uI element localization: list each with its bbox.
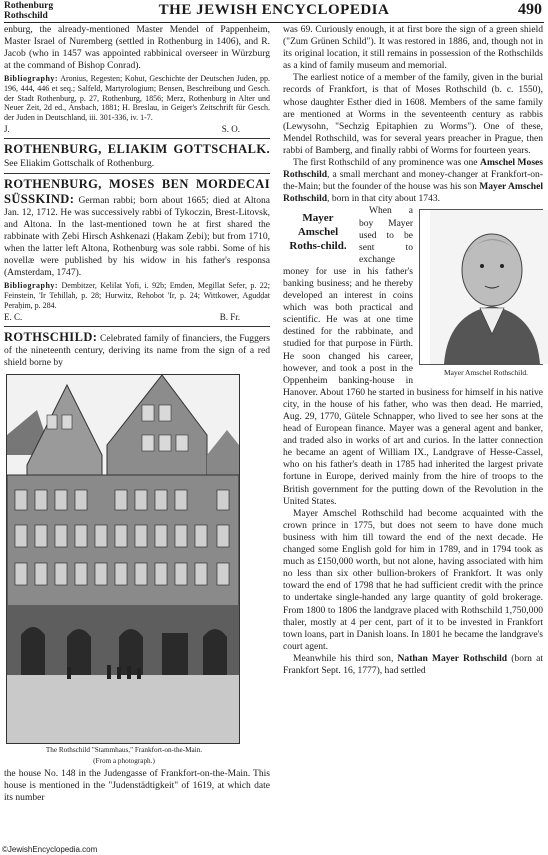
entry-headword: ROTHSCHILD: xyxy=(4,330,98,345)
paragraph: the house No. 148 in the Judengasse of Frankfort-on-the-Main. This house is mentioned in the "Judenstädtigkeit" of 1619, at which date its number xyxy=(4,767,270,803)
side-heading: Mayer Amschel Roths-child. xyxy=(289,212,347,253)
right-column xyxy=(283,24,543,677)
author-initials xyxy=(4,123,270,135)
page-number: 490 xyxy=(518,1,542,18)
name-nathan-mayer: Nathan Mayer Rothschild xyxy=(397,652,508,664)
bibliography xyxy=(4,281,270,310)
entry-text: Celebrated family of financiers, the Fuggers of the nineteenth century, deriving its name from the sign of a red shield borne by xyxy=(4,333,270,369)
text-run: The first Rothschild of any prominence was one xyxy=(293,157,481,169)
bibliography-text: Aronius, Regesten; Kohut, Geschichte der Deutschen Juden, pp. 196, 444, 446 et seq.; Salfeld, Martyrologium; Bensen, Beschreibung und Gesch. der Stadt Rothenburg, p. 27, Rothenburg, 1856; Merz, Rothenburg in Alter und Neuer Zeit, 2d ed., Ansbach, 1881; H. Breslau, in Geiger's Zeitschrift für Gesch. der Juden in Deutschland, iii. 301-336, iv. 1-7. xyxy=(4,74,270,122)
text-run: Meanwhile his third son, xyxy=(293,652,398,664)
left-column xyxy=(4,24,270,804)
entry-moses xyxy=(4,177,270,280)
paragraph: was 69. Curiously enough, it at first bore the sign of a green shield ("Zum Grünen Schild"). It was restored in 1886, and, though not in its original location, it still remains in possession of the Rothschilds as a kind of family museum and memorial. xyxy=(283,24,543,72)
portrait-caption: Mayer Amschel Rothschild. xyxy=(444,368,528,378)
entry-rothschild xyxy=(4,330,270,369)
entry-eliakim xyxy=(4,142,270,169)
portrait-figure xyxy=(419,209,543,379)
initials-right: S. O. xyxy=(221,124,240,135)
entry-text: German rabbi; born about 1665; died at Altona Jan. 12, 1712. He was successively rabbi of Tykoczin, Brest-Litovsk, and Altona. In the last-mentioned town he at first shared the rabbinate with Ẓebi Hirsch Ashkenazi (Ḥakam Ẓebi); but from 1710, when the latter left Altona, Rothenburg was sole rabbi. Some of his novellæ were published by his widow in his father's responsa (Amsterdam, 1747). xyxy=(4,194,270,279)
author-initials xyxy=(4,311,270,323)
name-amschel-moses: Amschel Moses Rothschild xyxy=(283,157,543,181)
entry-separator xyxy=(4,173,270,174)
copyright-footer: ©JewishEncyclopedia.com xyxy=(2,845,98,854)
figure-caption: The Rothschild "Stammhaus," Frankfort-on-the-Main. xyxy=(45,745,203,754)
header-rule xyxy=(4,22,544,23)
initials-right: B. Fr. xyxy=(219,312,240,323)
bibliography xyxy=(4,74,270,122)
paragraph: The earliest notice of a member of the family, given in the burial records of Frankfort, is that of Moses Rothschild (b. c. 1550), whose daughter Esther died in 1608. Members of the same family are mentioned at Worms in the seventeenth century as rabbis (Lewysohn, "Sechzig Epitaphien zu Worms"). One of these, Mendel Rothschild, was for several years preacher in Prague, then rabbi of Bamberg, and finally rabbi of Worms for fourteen years. xyxy=(283,72,543,156)
entry-separator xyxy=(4,138,270,139)
entry-headword: ROTHENBURG, MOSES BEN MORDECAI SÜSSKIND: xyxy=(4,176,270,206)
paragraph xyxy=(283,157,543,205)
initials-left: J. xyxy=(4,124,10,135)
figure-credit: (From a photograph.) xyxy=(93,756,155,765)
page-header xyxy=(0,0,548,22)
entry-headword: ROTHENBURG, ELIAKIM GOTTSCHALK. xyxy=(4,142,270,157)
initials-left: E. C. xyxy=(4,312,23,323)
publication-title: THE JEWISH ENCYCLOPEDIA xyxy=(158,2,390,18)
portrait-engraving xyxy=(419,209,543,365)
bibliography-text: Dembitzer, Kelilat Yofi, i. 92b; Emden, Megillat Sefer, p. 22; Feinstein, 'Ir Tehillah, p. 28; Hurwitz, Rehobot 'Ir, p. 24; Wittkower, Agudḍat Peraḥim, p. 284. xyxy=(4,281,270,310)
entry-text: See Eliakim Gottschalk of Rothenburg. xyxy=(4,157,155,169)
paragraph: enburg, the already-mentioned Master Mendel of Pappenheim, Master Israel of Nuremberg (settled in Rothenburg in 1406), and R. Jacob (who in 1457 was appointed rabbinical overseer in Würzburg at the command of Bishop Conrad). xyxy=(4,24,270,72)
stammhaus-photo xyxy=(6,374,240,744)
paragraph xyxy=(283,653,543,677)
text-run: (born at Frankfort Sept. 16, 1777), had settled xyxy=(283,652,543,676)
running-head-last: Rothschild xyxy=(4,11,48,21)
stammhaus-figure xyxy=(6,374,242,766)
name-mayer-amschel: Mayer Amschel Rothschild xyxy=(283,181,543,205)
bibliography-label: Bibliography: xyxy=(4,281,59,291)
paragraph: Mayer Amschel Rothschild had become acquainted with the crown prince in 1775, but does not seem to have done much business with him till toward the end of the next decade. He changed some English gold for him in 1789, and in 1794 took as much as £150,000 worth, but not alone, having associated with him no less than six other bullion-brokers of Frankfort. It was only toward the end of 1798 that he had sufficient credit with the prince to undertake single-handed any large quantity of gold brokerage. From 1800 to 1806 the landgrave placed with Rothschild 1,750,000 thaler, mostly at 4 per cent, part of it to be invested in Frankfort town loans, part in Danish loans. In 1801 he became the landgrave's court agent. xyxy=(283,507,543,652)
entry-separator xyxy=(4,326,270,327)
bibliography-label: Bibliography: xyxy=(4,74,59,84)
running-head-first: Rothenburg xyxy=(4,1,54,11)
text-run: , a small merchant and money-changer at Frankfort-on-the-Main; but the founder of the house was his son xyxy=(283,169,543,193)
text-run: , born in that city about 1743. xyxy=(327,193,441,205)
paragraph-text: When a boy Mayer used to be sent to exchange money for use in his father's banking business; and he thereby developed an interest in coins which was both practical and scientific. He was at one time destined for the rabbinate, and studied for that purpose in Fürth. He soon changed his career, however, and took a post in the Oppenheim banking-house in Hanover. About 1760 he started in business for himself in his native city, in the house of his father, who was then dead. He married, Aug. 29, 1770, Gütele Schnapper, who lived to see her sons at the head of European finance. Mayer was a general agent and banker, and traded also in works of art and curios. In the latter connection he became an agent of William IX., Landgrave of Hesse-Cassel, who on his father's death in 1785 had inherited the largest private fortune in Europe, derived mainly from the hire of troops to the British government for the putting down of the Revolution in the United States. xyxy=(283,205,543,507)
